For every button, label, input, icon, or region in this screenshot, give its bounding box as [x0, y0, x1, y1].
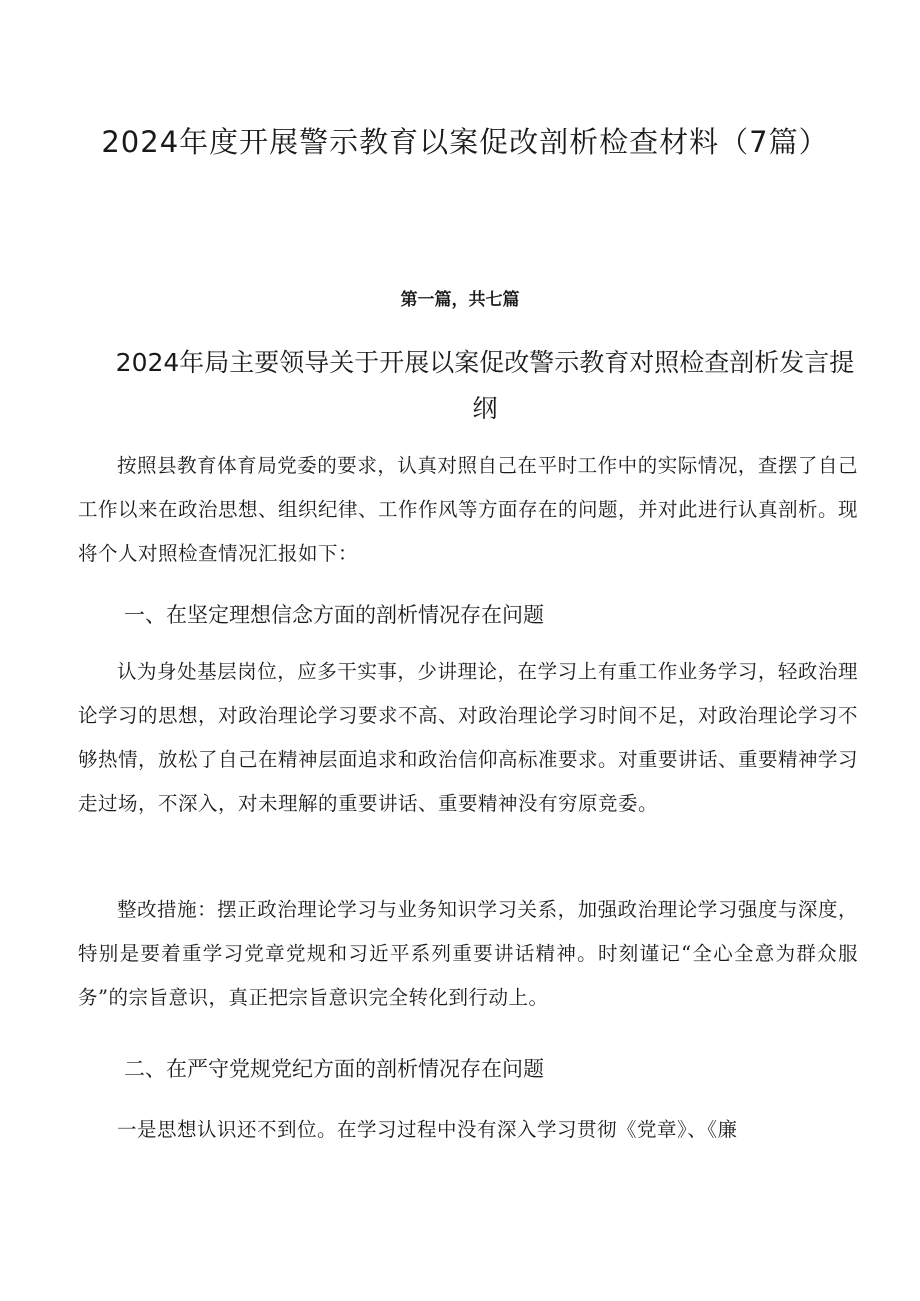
section-heading-2: 二、在严守党规党纪方面的剖析情况存在问题 — [124, 1057, 544, 1081]
part-label: 第一篇，共七篇 — [400, 290, 520, 310]
section-heading-1: 一、在坚定理想信念方面的剖析情况存在问题 — [124, 603, 544, 627]
intro-paragraph: 按照县教育体育局党委的要求，认真对照自己在平时工作中的实际情况，查摆了自己工作以来在政治思想、组织纪律、工作作风等方面存在的问题，并对此进行认真剖析。现将个人对照检查情况汇报如下： — [78, 454, 859, 565]
document-title: 2024年度开展警示教育以案促改剖析检查材料（7篇） — [101, 125, 829, 159]
section-2-body: 一是思想认识还不到位。在学习过程中没有深入学习贯彻《党章》、《廉 — [117, 1118, 738, 1141]
section-1-body: 认为身处基层岗位，应多干实事，少讲理论，在学习上有重工作业务学习，轻政治理论学习的思想，对政治理论学习要求不高、对政治理论学习时间不足，对政治理论学习不够热情，放松了自己在精神层面追求和政治信仰高标准要求。对重要讲话、重要精神学习走过场，不深入，对未理解的重要讲话、重要精神没有穷原竞委。 — [78, 660, 859, 815]
section-1-measures: 整改措施：摆正政治理论学习与业务知识学习关系，加强政治理论学习强度与深度，特别是要着重学习党章党规和习近平系列重要讲话精神。时刻谨记“全心全意为群众服务”的宗旨意识，真正把宗旨意识完全转化到行动上。 — [78, 898, 858, 1009]
speech-subtitle: 2024年局主要领导关于开展以案促改警示教育对照检查剖析发言提纲 — [115, 348, 855, 423]
